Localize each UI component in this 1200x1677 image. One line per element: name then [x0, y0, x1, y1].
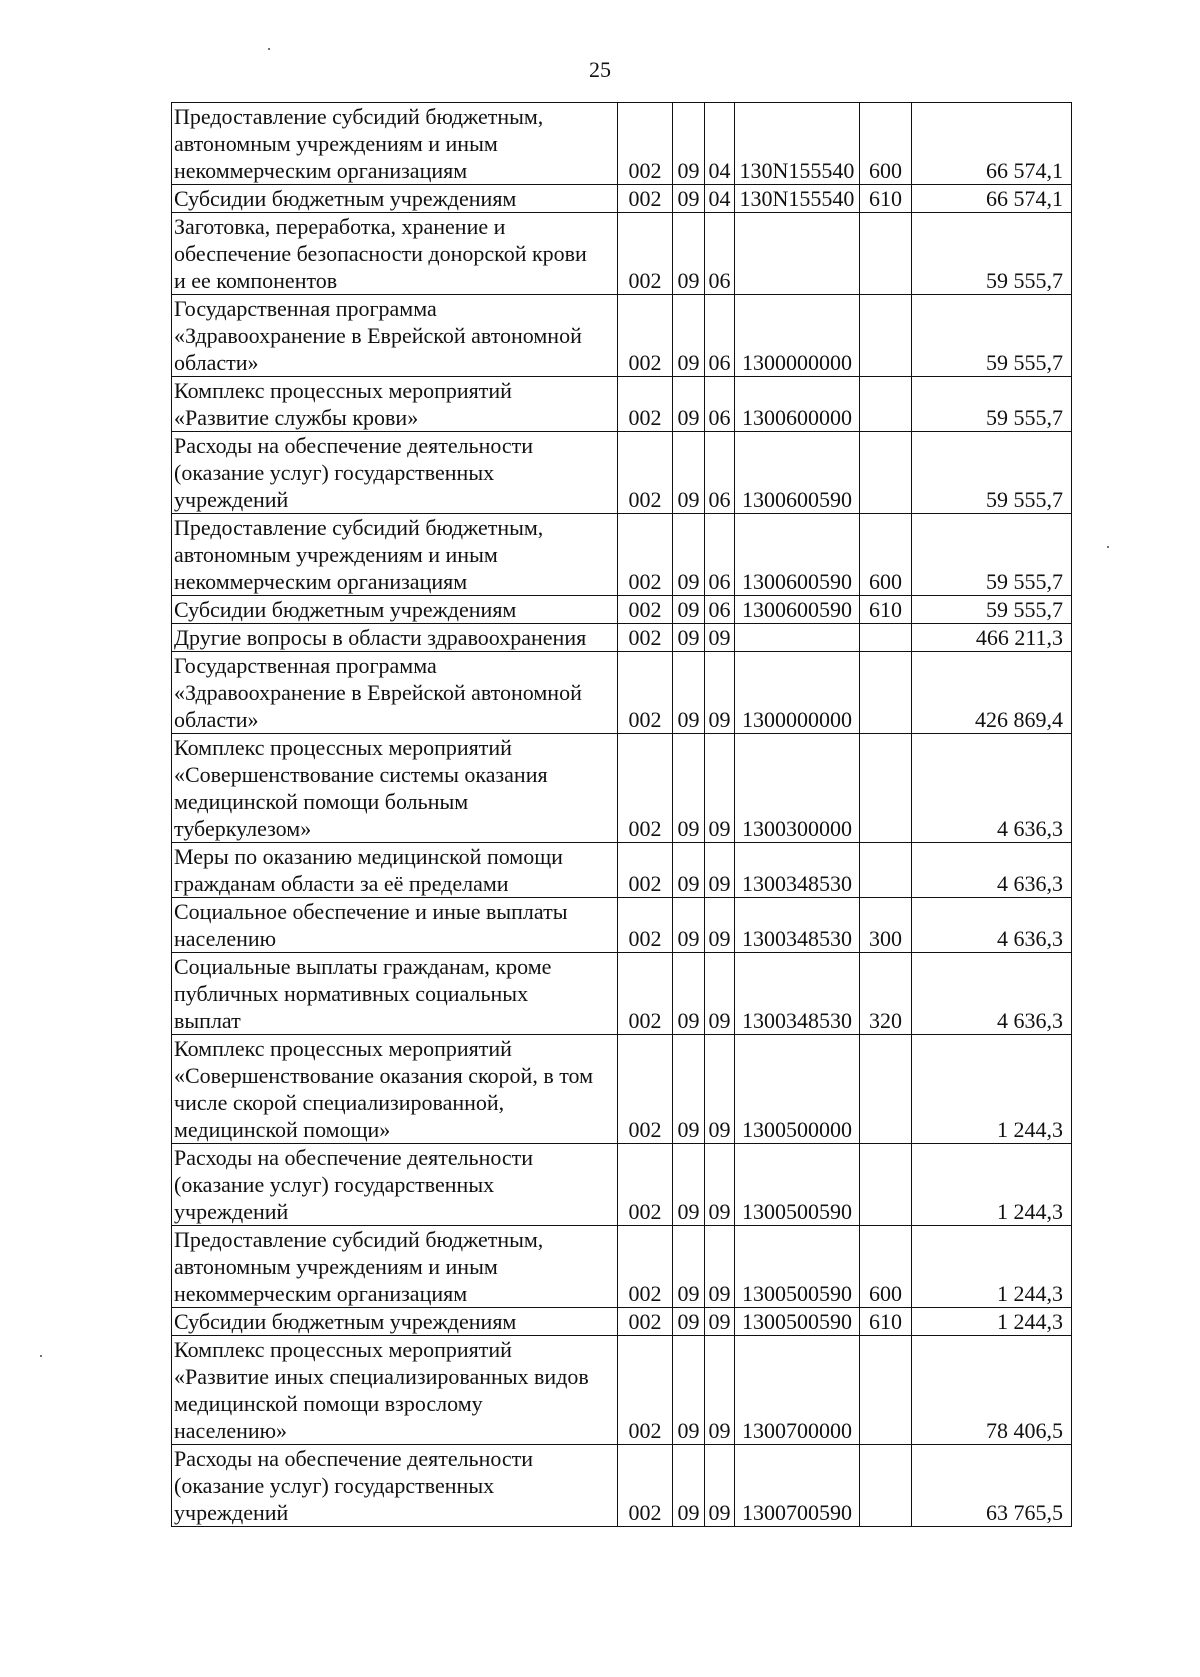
cell-amount: 4 636,3: [912, 734, 1072, 843]
cell-subsection: 09: [705, 898, 735, 953]
cell-amount: 1 244,3: [912, 1226, 1072, 1308]
cell-amount: 66 574,1: [912, 185, 1072, 213]
cell-subsection: 09: [705, 1226, 735, 1308]
cell-admin-code: 002: [618, 432, 673, 514]
cell-target-article: [735, 624, 860, 652]
cell-admin-code: 002: [618, 185, 673, 213]
item-name-line: области»: [174, 350, 259, 375]
item-name-line: некоммерческим организациям: [174, 158, 468, 183]
cell-item-name: [172, 953, 618, 1035]
cell-target-article: 1300348530: [735, 953, 860, 1035]
cell-section: 09: [673, 898, 705, 953]
cell-expense-type: [860, 734, 912, 843]
cell-section: 09: [673, 103, 705, 185]
cell-target-article: 1300000000: [735, 295, 860, 377]
cell-subsection: 09: [705, 624, 735, 652]
cell-expense-type: [860, 1336, 912, 1445]
cell-subsection: 06: [705, 213, 735, 295]
item-name-line: некоммерческим организациям: [174, 1281, 468, 1306]
item-name-line: «Совершенствование оказания скорой, в том: [174, 1063, 594, 1088]
cell-item-name: [172, 213, 618, 295]
cell-subsection: 09: [705, 1445, 735, 1527]
cell-amount: 4 636,3: [912, 953, 1072, 1035]
cell-amount: 466 211,3: [912, 624, 1072, 652]
cell-item-name: [172, 734, 618, 843]
cell-item-name: [172, 596, 618, 624]
cell-target-article: 1300600590: [735, 596, 860, 624]
cell-section: 09: [673, 596, 705, 624]
cell-admin-code: 002: [618, 213, 673, 295]
cell-amount: 59 555,7: [912, 432, 1072, 514]
cell-expense-type: 320: [860, 953, 912, 1035]
cell-subsection: 09: [705, 843, 735, 898]
cell-admin-code: 002: [618, 1144, 673, 1226]
cell-item-name: [172, 843, 618, 898]
cell-amount: 59 555,7: [912, 213, 1072, 295]
item-name-line: Заготовка, переработка, хранение и: [174, 214, 506, 239]
cell-subsection: 06: [705, 432, 735, 514]
table-row: [172, 213, 1072, 295]
cell-target-article: [735, 213, 860, 295]
cell-subsection: 06: [705, 295, 735, 377]
table-row: [172, 295, 1072, 377]
cell-item-name: [172, 185, 618, 213]
cell-amount: 426 869,4: [912, 652, 1072, 734]
cell-admin-code: 002: [618, 377, 673, 432]
cell-admin-code: 002: [618, 953, 673, 1035]
cell-section: 09: [673, 1226, 705, 1308]
item-name-line: числе скорой специализированной,: [174, 1090, 505, 1115]
cell-item-name: [172, 1445, 618, 1527]
cell-admin-code: 002: [618, 1308, 673, 1336]
cell-section: 09: [673, 734, 705, 843]
cell-target-article: 1300600590: [735, 514, 860, 596]
cell-target-article: 1300500590: [735, 1308, 860, 1336]
cell-admin-code: 002: [618, 652, 673, 734]
cell-target-article: 1300300000: [735, 734, 860, 843]
table-row: [172, 1336, 1072, 1445]
item-name-line: Субсидии бюджетным учреждениям: [174, 597, 517, 622]
cell-admin-code: 002: [618, 898, 673, 953]
cell-amount: 1 244,3: [912, 1144, 1072, 1226]
item-name-line: учреждений: [174, 1199, 289, 1224]
cell-admin-code: 002: [618, 1336, 673, 1445]
item-name-line: «Развитие иных специализированных видов: [174, 1364, 589, 1389]
cell-item-name: [172, 432, 618, 514]
cell-item-name: [172, 103, 618, 185]
cell-item-name: [172, 652, 618, 734]
cell-target-article: 1300700590: [735, 1445, 860, 1527]
item-name-line: медицинской помощи»: [174, 1117, 391, 1142]
cell-target-article: 1300348530: [735, 898, 860, 953]
item-name-line: Расходы на обеспечение деятельности: [174, 1446, 534, 1471]
cell-expense-type: 610: [860, 185, 912, 213]
item-name-line: Государственная программа: [174, 296, 437, 321]
cell-subsection: 04: [705, 103, 735, 185]
cell-target-article: 1300000000: [735, 652, 860, 734]
cell-expense-type: [860, 295, 912, 377]
item-name-line: Комплекс процессных мероприятий: [174, 735, 512, 760]
cell-target-article: 1300348530: [735, 843, 860, 898]
cell-section: 09: [673, 1308, 705, 1336]
cell-section: 09: [673, 432, 705, 514]
cell-expense-type: [860, 213, 912, 295]
cell-section: 09: [673, 1445, 705, 1527]
item-name-line: области»: [174, 707, 259, 732]
cell-amount: 78 406,5: [912, 1336, 1072, 1445]
cell-expense-type: 600: [860, 514, 912, 596]
cell-section: 09: [673, 295, 705, 377]
cell-admin-code: 002: [618, 596, 673, 624]
item-name-line: Комплекс процессных мероприятий: [174, 378, 512, 403]
table-row: [172, 734, 1072, 843]
cell-target-article: 130N155540: [735, 103, 860, 185]
cell-subsection: 09: [705, 734, 735, 843]
table-row: [172, 1035, 1072, 1144]
cell-subsection: 06: [705, 514, 735, 596]
item-name-line: Социальное обеспечение и иные выплаты: [174, 899, 568, 924]
item-name-line: и ее компонентов: [174, 268, 338, 293]
cell-expense-type: 600: [860, 103, 912, 185]
cell-target-article: 1300700000: [735, 1336, 860, 1445]
cell-expense-type: [860, 1035, 912, 1144]
cell-item-name: [172, 295, 618, 377]
item-name-line: Другие вопросы в области здравоохранения: [174, 625, 587, 650]
cell-admin-code: 002: [618, 843, 673, 898]
cell-amount: 1 244,3: [912, 1035, 1072, 1144]
item-name-line: автономным учреждениям и иным: [174, 131, 498, 156]
cell-expense-type: [860, 1144, 912, 1226]
table-row: [172, 377, 1072, 432]
cell-subsection: 09: [705, 1035, 735, 1144]
table-row: [172, 103, 1072, 185]
cell-expense-type: 610: [860, 1308, 912, 1336]
cell-item-name: [172, 1336, 618, 1445]
item-name-line: учреждений: [174, 1500, 289, 1525]
cell-expense-type: 610: [860, 596, 912, 624]
table-row: [172, 898, 1072, 953]
item-name-line: Государственная программа: [174, 653, 437, 678]
table-row: [172, 1308, 1072, 1336]
item-name-line: Субсидии бюджетным учреждениям: [174, 186, 517, 211]
page-number: 25: [589, 57, 611, 82]
cell-expense-type: [860, 432, 912, 514]
cell-subsection: 09: [705, 652, 735, 734]
item-name-line: Комплекс процессных мероприятий: [174, 1337, 512, 1362]
cell-item-name: [172, 1308, 618, 1336]
table-row: [172, 432, 1072, 514]
cell-amount: 66 574,1: [912, 103, 1072, 185]
cell-expense-type: [860, 624, 912, 652]
table-row: [172, 843, 1072, 898]
cell-item-name: [172, 1144, 618, 1226]
cell-expense-type: 600: [860, 1226, 912, 1308]
cell-admin-code: 002: [618, 103, 673, 185]
cell-section: 09: [673, 652, 705, 734]
item-name-line: Предоставление субсидий бюджетным,: [174, 515, 544, 540]
cell-admin-code: 002: [618, 624, 673, 652]
cell-expense-type: [860, 652, 912, 734]
cell-expense-type: [860, 377, 912, 432]
item-name-line: населению: [174, 926, 277, 951]
cell-admin-code: 002: [618, 514, 673, 596]
item-name-line: «Здравоохранение в Еврейской автономной: [174, 680, 582, 705]
budget-table-body: [172, 103, 1072, 1527]
item-name-line: выплат: [174, 1008, 241, 1033]
cell-section: 09: [673, 1336, 705, 1445]
cell-admin-code: 002: [618, 1445, 673, 1527]
cell-subsection: 09: [705, 1144, 735, 1226]
cell-section: 09: [673, 377, 705, 432]
table-row: [172, 1226, 1072, 1308]
item-name-line: медицинской помощи взрослому: [174, 1391, 483, 1416]
cell-target-article: 1300500000: [735, 1035, 860, 1144]
cell-amount: 59 555,7: [912, 295, 1072, 377]
scan-speck: [268, 48, 270, 50]
cell-subsection: 09: [705, 953, 735, 1035]
cell-admin-code: 002: [618, 1035, 673, 1144]
item-name-line: «Совершенствование системы оказания: [174, 762, 548, 787]
cell-item-name: [172, 1035, 618, 1144]
item-name-line: «Развитие службы крови»: [174, 405, 419, 430]
scan-speck: [1107, 546, 1109, 548]
cell-amount: 4 636,3: [912, 843, 1072, 898]
cell-target-article: 1300600590: [735, 432, 860, 514]
cell-section: 09: [673, 1035, 705, 1144]
table-row: [172, 652, 1072, 734]
cell-admin-code: 002: [618, 295, 673, 377]
table-row: [172, 596, 1072, 624]
item-name-line: Субсидии бюджетным учреждениям: [174, 1309, 517, 1334]
item-name-line: медицинской помощи больным: [174, 789, 469, 814]
item-name-line: Комплекс процессных мероприятий: [174, 1036, 512, 1061]
item-name-line: Расходы на обеспечение деятельности: [174, 1145, 534, 1170]
item-name-line: автономным учреждениям и иным: [174, 1254, 498, 1279]
item-name-line: автономным учреждениям и иным: [174, 542, 498, 567]
cell-subsection: 09: [705, 1308, 735, 1336]
table-row: [172, 953, 1072, 1035]
item-name-line: Предоставление субсидий бюджетным,: [174, 1227, 544, 1252]
cell-amount: 59 555,7: [912, 377, 1072, 432]
item-name-line: населению»: [174, 1418, 288, 1443]
cell-amount: 59 555,7: [912, 596, 1072, 624]
item-name-line: туберкулезом»: [174, 816, 312, 841]
item-name-line: «Здравоохранение в Еврейской автономной: [174, 323, 582, 348]
cell-amount: 4 636,3: [912, 898, 1072, 953]
cell-admin-code: 002: [618, 734, 673, 843]
cell-item-name: [172, 1226, 618, 1308]
table-row: [172, 514, 1072, 596]
cell-target-article: 1300600000: [735, 377, 860, 432]
cell-section: 09: [673, 624, 705, 652]
cell-section: 09: [673, 953, 705, 1035]
cell-target-article: 130N155540: [735, 185, 860, 213]
cell-item-name: [172, 624, 618, 652]
table-row: [172, 1144, 1072, 1226]
item-name-line: (оказание услуг) государственных: [174, 460, 495, 485]
cell-subsection: 06: [705, 377, 735, 432]
cell-section: 09: [673, 843, 705, 898]
budget-table: [171, 102, 1072, 1527]
cell-expense-type: 300: [860, 898, 912, 953]
cell-section: 09: [673, 213, 705, 295]
item-name-line: Предоставление субсидий бюджетным,: [174, 104, 544, 129]
cell-subsection: 04: [705, 185, 735, 213]
scan-speck: [40, 1355, 42, 1357]
cell-target-article: 1300500590: [735, 1144, 860, 1226]
table-row: [172, 624, 1072, 652]
item-name-line: (оказание услуг) государственных: [174, 1473, 495, 1498]
cell-amount: 1 244,3: [912, 1308, 1072, 1336]
item-name-line: Расходы на обеспечение деятельности: [174, 433, 534, 458]
cell-expense-type: [860, 843, 912, 898]
item-name-line: Социальные выплаты гражданам, кроме: [174, 954, 552, 979]
item-name-line: публичных нормативных социальных: [174, 981, 529, 1006]
cell-section: 09: [673, 514, 705, 596]
table-row: [172, 185, 1072, 213]
item-name-line: (оказание услуг) государственных: [174, 1172, 495, 1197]
cell-subsection: 09: [705, 1336, 735, 1445]
table-row: [172, 1445, 1072, 1527]
cell-item-name: [172, 514, 618, 596]
item-name-line: гражданам области за её пределами: [174, 871, 509, 896]
cell-item-name: [172, 898, 618, 953]
cell-amount: 59 555,7: [912, 514, 1072, 596]
cell-section: 09: [673, 185, 705, 213]
cell-admin-code: 002: [618, 1226, 673, 1308]
cell-subsection: 06: [705, 596, 735, 624]
cell-section: 09: [673, 1144, 705, 1226]
item-name-line: учреждений: [174, 487, 289, 512]
cell-target-article: 1300500590: [735, 1226, 860, 1308]
item-name-line: Меры по оказанию медицинской помощи: [174, 844, 563, 869]
cell-amount: 63 765,5: [912, 1445, 1072, 1527]
item-name-line: обеспечение безопасности донорской крови: [174, 241, 587, 266]
cell-item-name: [172, 377, 618, 432]
cell-expense-type: [860, 1445, 912, 1527]
item-name-line: некоммерческим организациям: [174, 569, 468, 594]
